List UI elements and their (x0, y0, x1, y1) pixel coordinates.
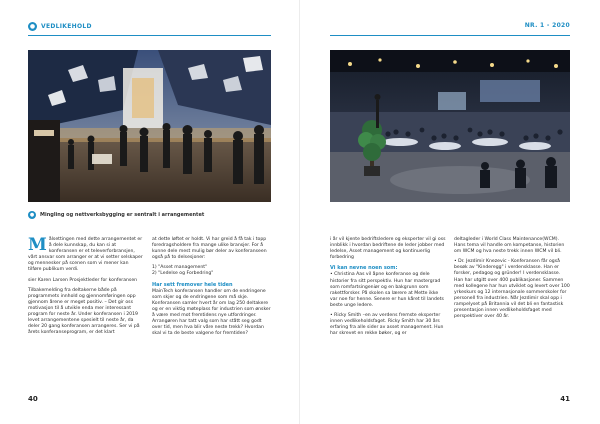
intro-paragraph (28, 237, 143, 274)
body-paragraph: i år vil kjente bedriftsledere og eksperter vil gi oss innblikk i hvordan bedriftene de leder jobber med ledelse, Asset management og kontinuerlig forbedring (330, 237, 446, 261)
page-number: 41 (560, 395, 570, 403)
list-item: 1) "Asset management" (152, 265, 208, 271)
auditorium-photo (330, 50, 570, 202)
right-column-2 (454, 237, 570, 324)
body-paragraph: deltagleder i World Class Maintenance(WCM). Hans tema vil handle om kompetanse, historien om WCM og hva neste trekk innen WCM vil bli. (454, 237, 565, 255)
section-bullet-icon: ● (29, 22, 36, 30)
conference-hall-photo (28, 50, 271, 202)
caption-bullet-icon: ● (29, 212, 35, 218)
subheading: Har sett fremover hele tiden (152, 281, 233, 288)
speaker-bullet: • Ricky Smith –en av verdens fremste eksperter innen vedlikeholdsfaget. Ricky Smith har 30 års erfaring fra alle sider av asset management. Hun har skrevet en rekke bøker, og er (330, 313, 444, 337)
photo-caption (28, 211, 204, 219)
speaker-bullet: • Christina Aas vil åpne konferanse og dele historier fra sitt perspektiv. Hun har mastergrad som romfartsingeniør og en bakgrunn som rakettforsker. På skolen sa lærere at Mette ikke var noe for henne. Senere er hun kåret til landets beste unge ledere. (330, 272, 444, 308)
body-paragraph: at dette løftet er holdt. Vi har greid å få tak i topp foredragsholdere fra mange ulike bransjer. For å kunne dele mest mulig bør deler av konferanseen også på to delsesjoner: (152, 237, 267, 261)
subheading: Vi kan nevne noen som: (330, 265, 398, 272)
header-divider (28, 35, 271, 36)
intro-text: ålsettingen med dette arrangementet er å dele kunnskap, du kan si at konferansen er et televerforbransjen, vårt ansvar som arranger er at vi setter selskaper og mennesker på scenen som vi mener kan tilføre publikum verdi. (28, 237, 143, 273)
right-page (300, 0, 600, 424)
body-paragraph: Tilbakemelding fra deltakerne både på programmets innhold og gjennomføringen opp gjennom årene er meget positiv. – Det gir oss motivasjon til å utvikle enda mer interessant program for neste år. Under konferansen i 2019 levet arrangementene spesielt til neste år, da deler 20 gang konferansen arrangeres. Ser vi på årets konferanseprogram, er det klart (28, 287, 140, 336)
left-column-1 (28, 237, 143, 340)
body-paragraph: MainTech konferansen handler om de endringene som skjer og de endringene som må skje. Konferansen samler hvert år om lag 250 deltakere og er en viktig møteplass for industrien som ønsker å være med mot fremtidens nye utfordringer. Arrangøren har tatt valg som har stått seg godt over tid, men hva blir våre neste trekk? Hvordan skal vi ta de beste valgene for fremtiden? (152, 288, 271, 337)
caption-text: Mingling og nettverksbygging er sentralt i arrangementet (40, 212, 205, 218)
section-label: VEDLIKEHOLD (41, 23, 92, 30)
speaker-bullet: • Dr. Jezdimir Knezevic - Konferansen får også besøk av "Kinderegg" i verdensklasse. Han er forsker, pedagog og gründer! I verdensklasse. Han har utgitt over 400 publikasjoner. Sammen med kollegene har hun utviklet og levert over 100 yrkeskurs og 12 internasjonale sommerskoler for personell fra industrien. Når Jezdimir skal opp i rampelyset på Britannia vil det bli en fantastisk presentasjon innen vedlikeholdsfaget med perspektiver over 40 år. (454, 259, 570, 320)
right-column-1 (330, 237, 446, 341)
dropcap: M (28, 235, 47, 255)
header-divider (330, 35, 570, 36)
conference-hall-illustration (28, 50, 271, 202)
page-number: 40 (28, 395, 38, 403)
left-column-2 (152, 237, 271, 341)
auditorium-illustration (330, 50, 570, 202)
list-item: 2) "Ledelse og Forbedring" (152, 271, 214, 277)
attribution-paragraph: sier Karen Larsen Prosjektleder for konferansen (28, 277, 138, 283)
issue-label: NR. 1 - 2020 (524, 22, 570, 29)
section-header (28, 22, 92, 31)
